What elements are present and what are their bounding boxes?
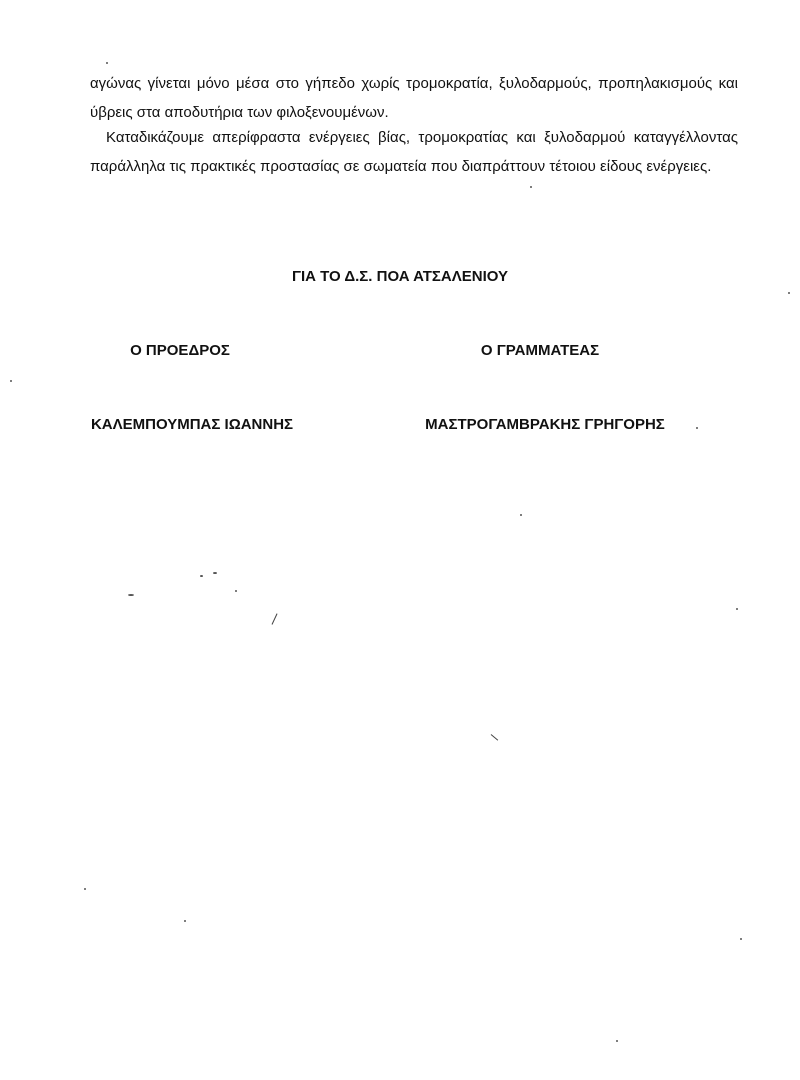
scan-speck [200, 575, 203, 577]
scan-speck [84, 888, 86, 890]
scan-speck [520, 514, 522, 516]
scan-speck [213, 572, 217, 574]
secretary-name: ΜΑΣΤΡΟΓΑΜΒΡΑΚΗΣ ΓΡΗΓΟΡΗΣ [425, 416, 665, 433]
scan-speck [184, 920, 186, 922]
secretary-title: Ο ΓΡΑΜΜΑΤΕΑΣ [480, 342, 600, 359]
scan-speck [530, 186, 532, 188]
scan-speck [128, 594, 134, 596]
scan-speck [235, 590, 237, 592]
scan-speck [736, 608, 738, 610]
scan-stroke [491, 734, 499, 741]
president-name: ΚΑΛΕΜΠΟΥΜΠΑΣ ΙΩΑΝΝΗΣ [90, 416, 294, 433]
organization-heading: ΓΙΑ ΤΟ Δ.Σ. ΠΟΑ ΑΤΣΑΛΕΝΙΟΥ [291, 268, 509, 285]
scan-stroke [272, 613, 278, 624]
scan-speck [106, 62, 108, 64]
scan-speck [696, 427, 698, 429]
scan-speck [616, 1040, 618, 1042]
scan-speck [10, 380, 12, 382]
body-paragraph: αγώνας γίνεται μόνο μέσα στο γήπεδο χωρίς τρομοκρατία, ξυλοδαρμούς, προπηλακισμούς και ύβρεις στα αποδυτήρια των φιλοξενουμένων. [90, 75, 738, 121]
scan-speck [788, 292, 790, 294]
body-paragraph: Καταδικάζουμε απερίφραστα ενέργειες βίας, τρομοκρατίας και ξυλοδαρμού καταγγέλλοντας παράλληλα τις πρακτικές προστασίας σε σωματεία που διαπράττουν τέτοιου είδους ενέργειες. [90, 129, 738, 175]
scan-speck [740, 938, 742, 940]
president-title: Ο ΠΡΟΕΔΡΟΣ [130, 342, 230, 359]
